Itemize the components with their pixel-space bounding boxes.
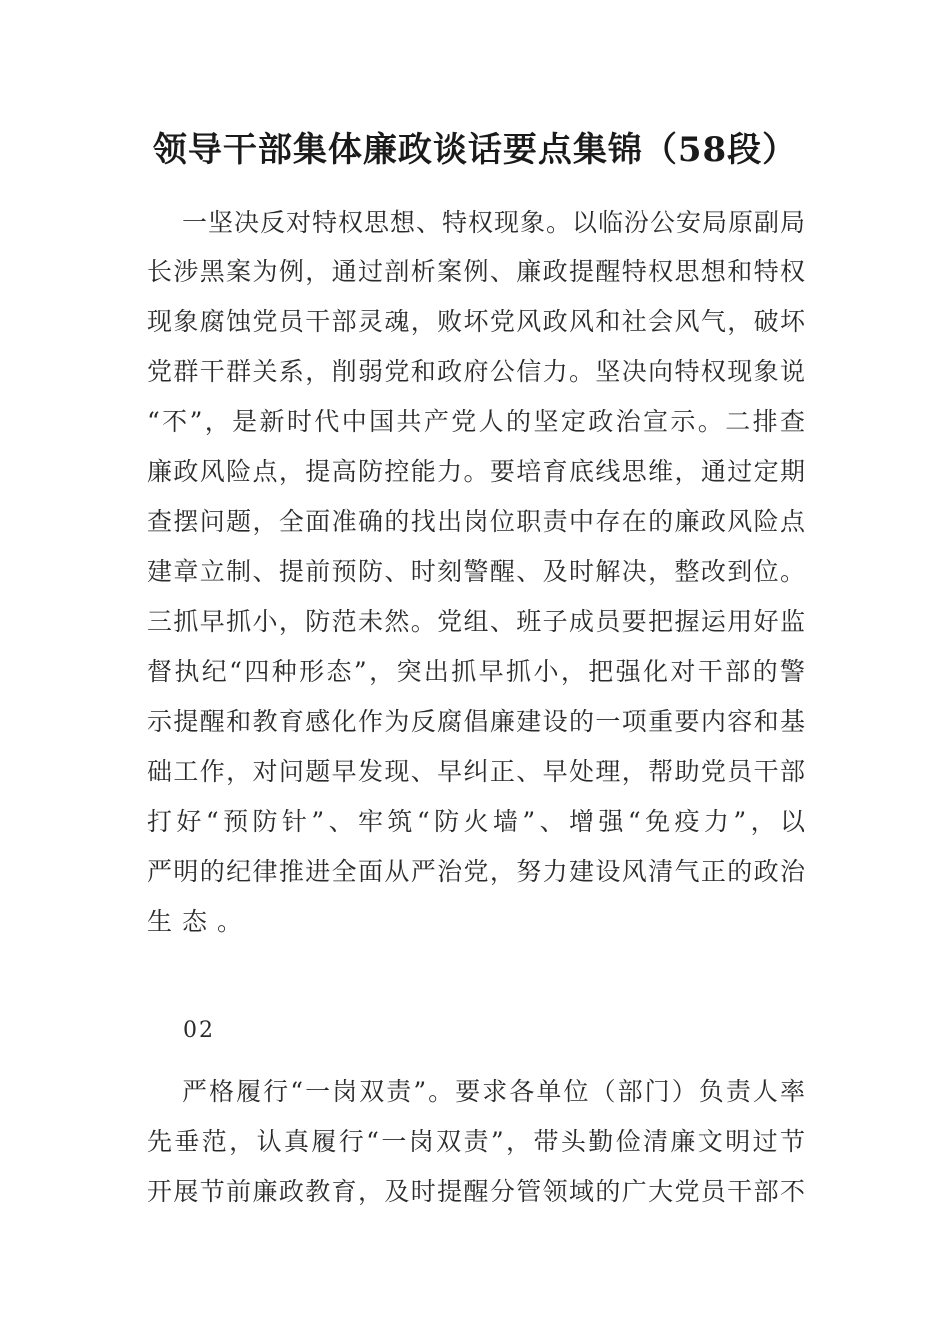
paragraph-line: 党群干群关系，削弱党和政府公信力。坚决向特权现象说 [147, 357, 805, 386]
paragraph-line: 生态。 [147, 907, 253, 936]
paragraph-line: 示提醒和教育感化作为反腐倡廉建设的一项重要内容和基 [147, 707, 805, 736]
paragraph-line: 现象腐蚀党员干部灵魂，败坏党风政风和社会风气，破坏 [147, 307, 805, 336]
paragraph-line: 建章立制、提前预防、时刻警醒、及时解决，整改到位。 [147, 557, 805, 586]
paragraph-line: 督执纪“四种形态”，突出抓早抓小，把强化对干部的警 [147, 657, 805, 686]
paragraph-line: 严明的纪律推进全面从严治党，努力建设风清气正的政治 [147, 857, 805, 886]
paragraph-line: “不”，是新时代中国共产党人的坚定政治宣示。二排查 [147, 407, 805, 436]
paragraph-line: 三抓早抓小，防范未然。党组、班子成员要把握运用好监 [147, 607, 805, 636]
paragraph-line: 廉政风险点，提高防控能力。要培育底线思维，通过定期 [147, 457, 805, 486]
paragraph-line: 开展节前廉政教育，及时提醒分管领域的广大党员干部不 [147, 1177, 805, 1206]
paragraph-line: 严格履行“一岗双责”。要求各单位（部门）负责人率 [182, 1077, 805, 1106]
paragraph-line: 长涉黑案为例，通过剖析案例、廉政提醒特权思想和特权 [147, 257, 805, 286]
section-number: 02 [183, 1018, 215, 1043]
paragraph-line: 一坚决反对特权思想、特权现象。以临汾公安局原副局 [182, 208, 805, 237]
paragraph-line: 础工作，对问题早发现、早纠正、早处理，帮助党员干部 [147, 757, 805, 786]
paragraph-line: 查摆问题，全面准确的找出岗位职责中存在的廉政风险点 [147, 507, 805, 536]
paragraph-line: 打好“预防针”、牢筑“防火墙”、增强“免疫力”，以 [147, 807, 805, 836]
document-title: 领导干部集体廉政谈话要点集锦（58段） [152, 130, 798, 170]
paragraph-line: 先垂范，认真履行“一岗双责”，带头勤俭清廉文明过节 [147, 1127, 805, 1156]
